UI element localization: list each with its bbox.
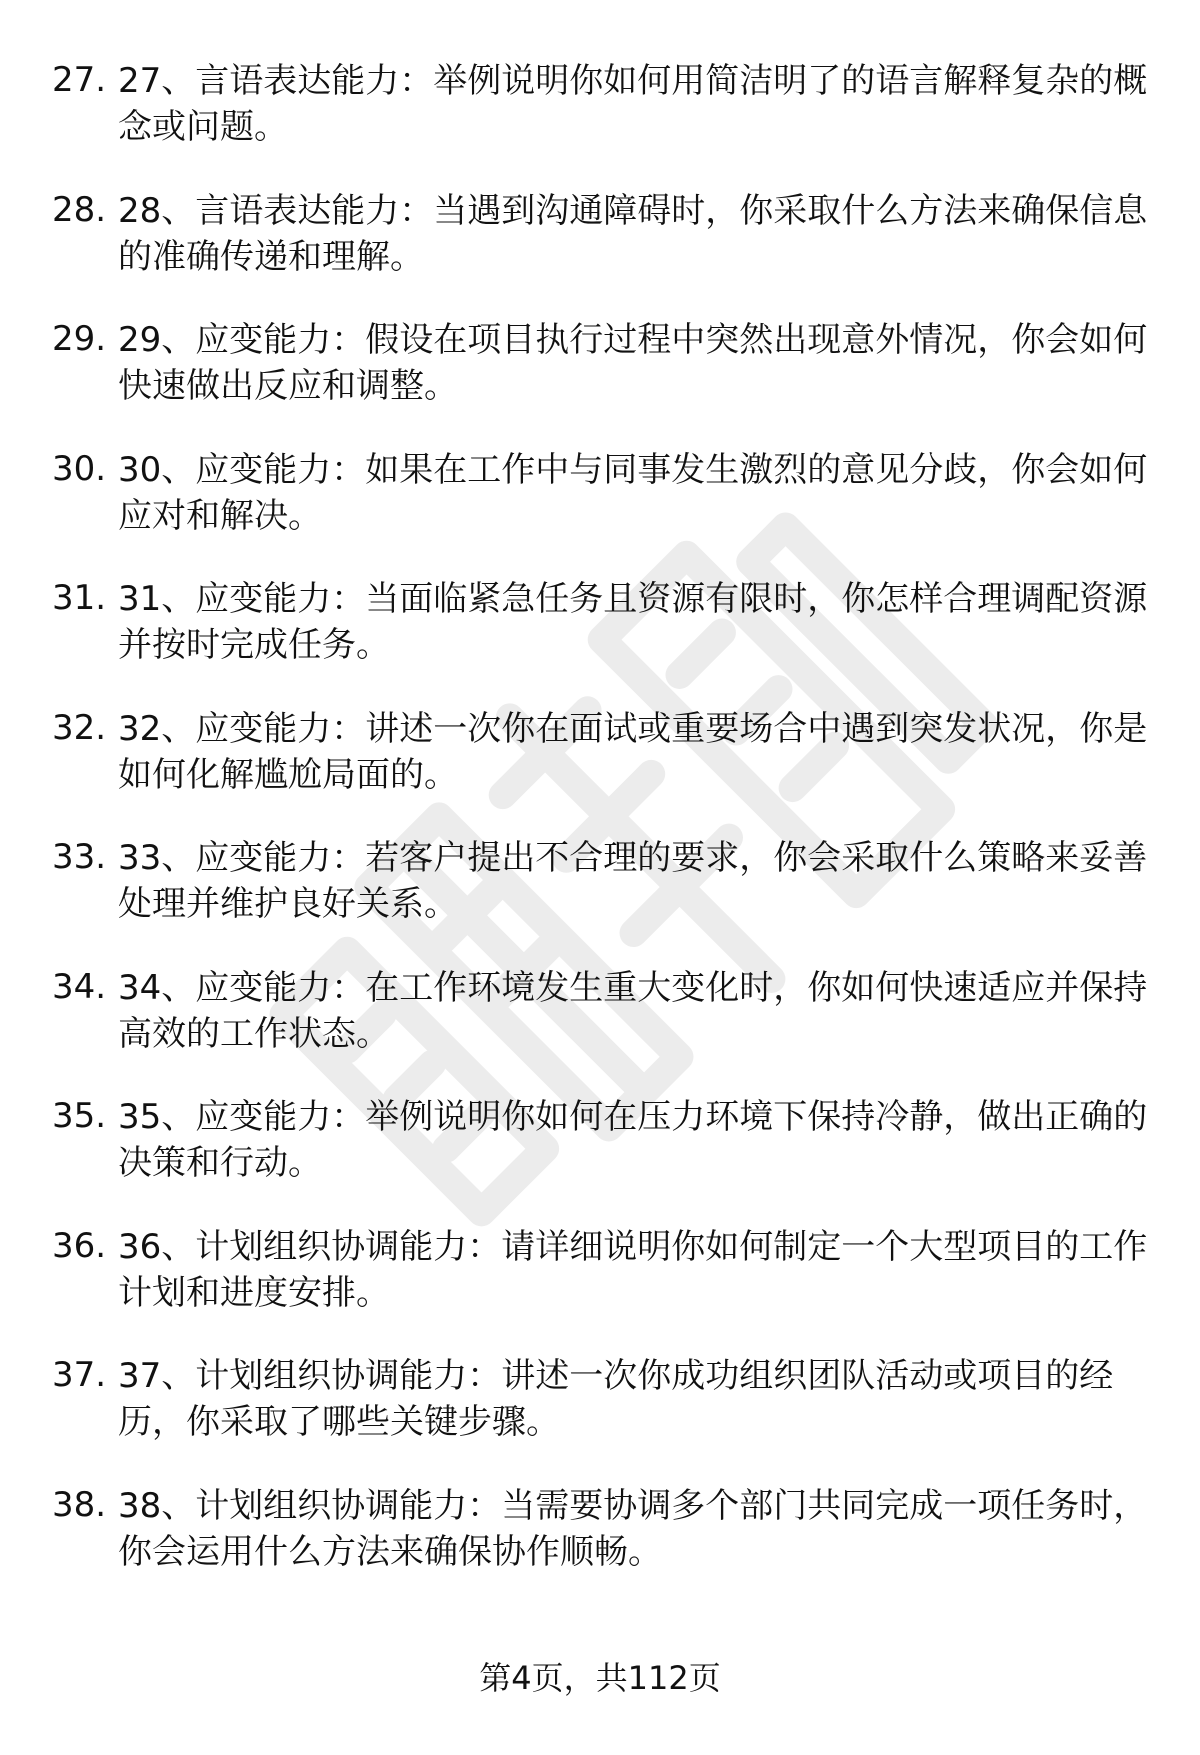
question-number: 37. [52, 1355, 107, 1395]
question-text: 31、应变能力：当面临紧急任务且资源有限时，你怎样合理调配资源并按时完成任务。 [118, 579, 1148, 665]
list-item [0, 576, 1200, 686]
question-text: 36、计划组织协调能力：请详细说明你如何制定一个大型项目的工作计划和进度安排。 [118, 1226, 1148, 1313]
question-text: 38、计划组织协调能力：当需要协调多个部门共同完成一项任务时，你会运用什么方法来确保协作顺畅。 [118, 1485, 1148, 1572]
question-text: 30、应变能力：如果在工作中与同事发生激烈的意见分歧，你会如何应对和解决。 [118, 449, 1148, 536]
question-number: 36. [52, 1225, 107, 1266]
question-number: 27. [52, 60, 107, 100]
question-number: 29. [52, 319, 107, 359]
list-item [0, 1224, 1200, 1334]
question-number: 30. [52, 448, 107, 489]
page-footer [0, 1658, 1200, 1698]
list-item [0, 965, 1200, 1075]
list-item [0, 58, 1200, 168]
question-number: 31. [52, 578, 107, 618]
question-text: 32、应变能力：讲述一次你在面试或重要场合中遇到突发状况，你是如何化解尴尬局面的。 [118, 708, 1148, 795]
list-item [0, 317, 1200, 427]
question-number: 28. [52, 189, 107, 230]
list-item [0, 188, 1200, 298]
list-item [0, 1353, 1200, 1463]
question-number: 33. [52, 837, 107, 877]
page-number-label: 第4页，共112页 [479, 1659, 721, 1697]
question-text: 33、应变能力：若客户提出不合理的要求，你会采取什么策略来妥善处理并维护良好关系。 [118, 838, 1148, 924]
question-number: 34. [52, 966, 107, 1007]
question-text: 34、应变能力：在工作环境发生重大变化时，你如何快速适应并保持高效的工作状态。 [118, 967, 1148, 1054]
list-item [0, 835, 1200, 945]
question-number: 35. [52, 1096, 107, 1136]
question-number: 32. [52, 707, 107, 748]
question-list [0, 58, 1200, 1612]
question-text: 29、应变能力：假设在项目执行过程中突然出现意外情况，你会如何快速做出反应和调整。 [118, 320, 1148, 406]
list-item [0, 1094, 1200, 1204]
question-number: 38. [52, 1484, 107, 1525]
question-text: 27、言语表达能力：举例说明你如何用简洁明了的语言解释复杂的概念或问题。 [118, 61, 1148, 147]
question-text: 37、计划组织协调能力：讲述一次你成功组织团队活动或项目的经历，你采取了哪些关键步骤。 [118, 1356, 1114, 1442]
list-item [0, 706, 1200, 816]
list-item [0, 447, 1200, 557]
question-text: 28、言语表达能力：当遇到沟通障碍时，你采取什么方法来确保信息的准确传递和理解。 [118, 190, 1148, 277]
question-text: 35、应变能力：举例说明你如何在压力环境下保持冷静，做出正确的决策和行动。 [118, 1097, 1148, 1183]
list-item [0, 1483, 1200, 1593]
